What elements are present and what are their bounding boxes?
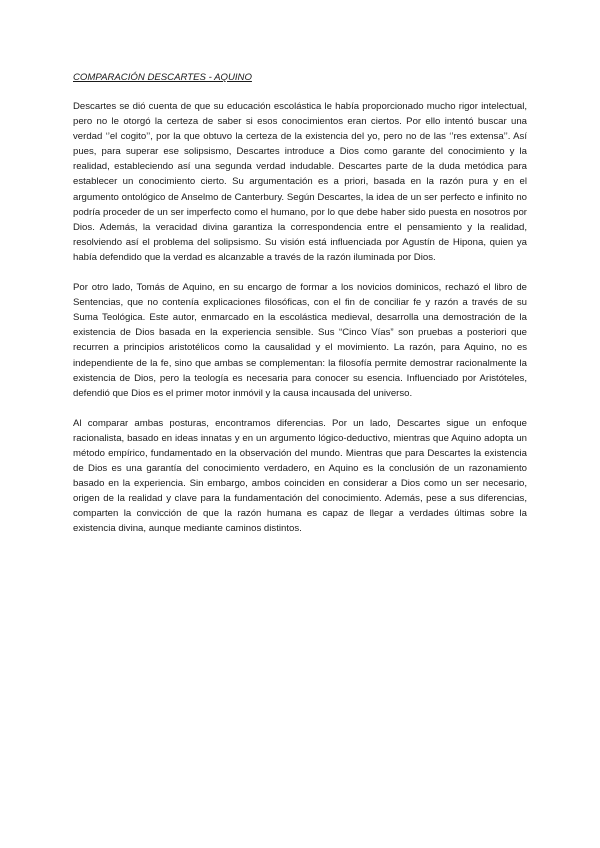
document-title: COMPARACIÓN DESCARTES - AQUINO	[73, 72, 252, 83]
document-body	[73, 70, 527, 552]
paragraph-descartes: Descartes se dió cuenta de que su educación escolástica le había proporcionado mucho rigor intelectual, pero no le otorgó la certeza de saber si esos conocimientos eran ciertos. Por ello intentó buscar una verdad ‘’el cogito’’, por la que obtuvo la certeza de la existencia del yo, pero no de las ‘’res extensa’’. Así pues, para superar ese solipsismo, Descartes introduce a Dios como garante del conocimiento y la realidad, estableciendo así una segunda verdad indudable. Descartes parte de la duda metódica para establecer un conocimiento cierto. Su argumentación es a priori, basada en la razón pura y en el argumento ontológico de Anselmo de Canterbury. Según Descartes, la idea de un ser perfecto e infinito no podría proceder de un ser imperfecto como el humano, por lo que debe haber sido puesta en nosotros por Dios. Además, la veracidad divina garantiza la correspondencia entre el pensamiento y la realidad, resolviendo así el problema del solipsismo. Su visión está influenciada por Agustín de Hipona, quien ya había defendido que la verdad es alcanzable a través de la razón iluminada por Dios.	[73, 101, 527, 263]
paragraph-aquino: Por otro lado, Tomás de Aquino, en su encargo de formar a los novicios dominicos, rechazó el libro de Sentencias, que no contenía explicaciones filosóficas, con el fin de conciliar fe y razón a través de su Suma Teológica. Este autor, enmarcado en la escolástica medieval, desarrolla una demostración de la existencia de Dios basada en la experiencia sensible. Sus “Cinco Vías” son pruebas a posteriori que recurren a principios aristotélicos como la causalidad y el movimiento. La razón, para Aquino, no es independiente de la fe, sino que ambas se complementan: la filosofía permite demostrar racionalmente la existencia de Dios, pero la teología es necesaria para conocer su esencia. Influenciado por Aristóteles, defendió que Dios es el primer motor inmóvil y la causa incausada del universo.	[73, 282, 527, 399]
paragraph-comparison: Al comparar ambas posturas, encontramos diferencias. Por un lado, Descartes sigue un enfoque racionalista, basado en ideas innatas y en un argumento lógico-deductivo, mientras que Aquino adopta un método empírico, fundamentado en la observación del mundo. Mientras que para Descartes la existencia de Dios es una garantía del conocimiento verdadero, en Aquino es la conclusión de un razonamiento basado en la experiencia. Sin embargo, ambos coinciden en considerar a Dios como un ser necesario, origen de la realidad y clave para la fundamentación del conocimiento. Además, pese a sus diferencias, comparten la convicción de que la razón humana es capaz de llegar a verdades últimas sobre la existencia divina, aunque mediante caminos distintos.	[73, 417, 527, 535]
